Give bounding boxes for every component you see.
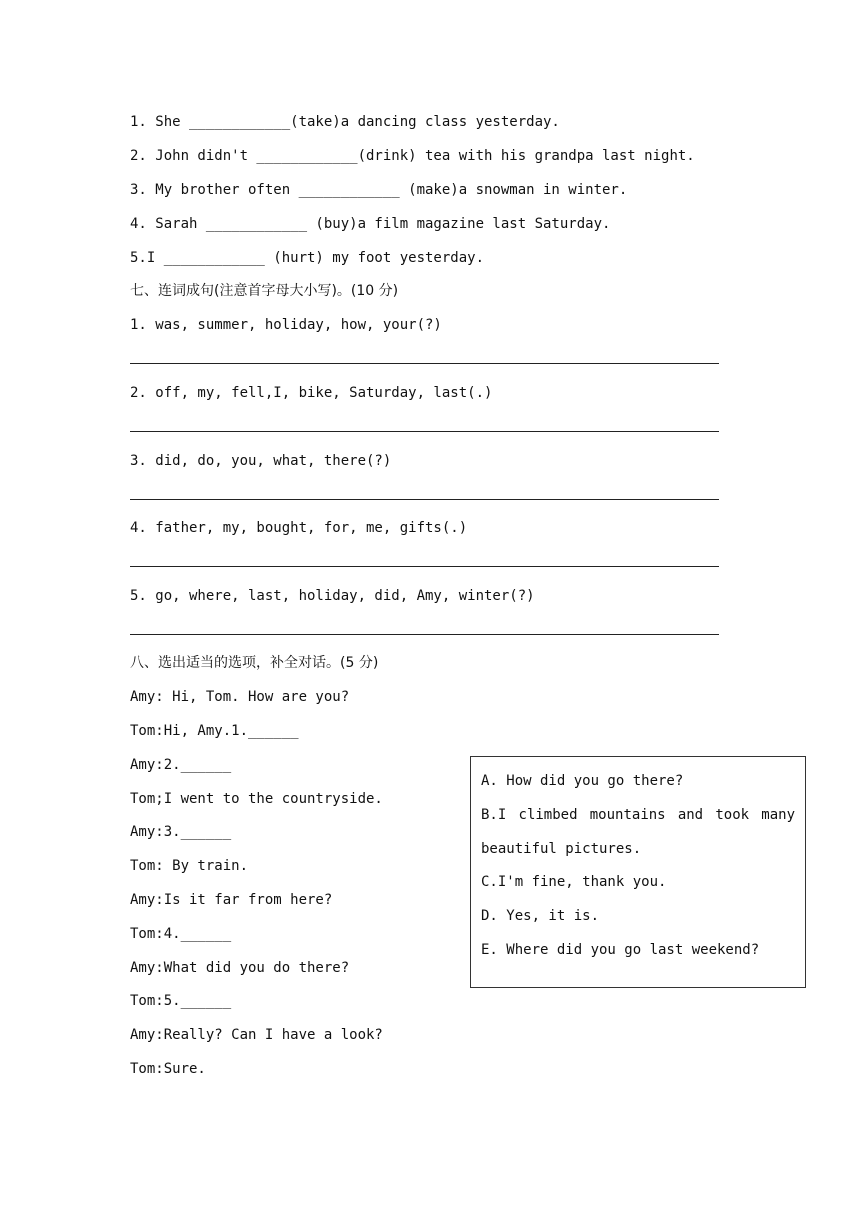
section7-title: 七、连词成句(注意首字母大小写)。(10 分)	[130, 283, 399, 299]
answer-line-4	[130, 566, 719, 567]
option-c: C.I'm fine, thank you.	[481, 874, 667, 890]
dialogue-line-12: Tom:Sure.	[130, 1061, 206, 1077]
dialogue-line-7: Amy:Is it far from here?	[130, 892, 333, 908]
option-e: E. Where did you go last weekend?	[481, 942, 760, 958]
dialogue-line-6: Tom: By train.	[130, 858, 249, 874]
section7-item-1: 1. was, summer, holiday, how, your(?)	[130, 317, 442, 333]
option-b-line2: beautiful pictures.	[481, 841, 642, 857]
dialogue-line-10: Tom:5.______	[130, 993, 232, 1009]
dialogue-line-1: Amy: Hi, Tom. How are you?	[130, 689, 350, 705]
option-b-line1	[481, 805, 795, 825]
option-b-word: took	[715, 807, 750, 823]
option-b-word: climbed	[518, 807, 578, 823]
answer-line-5	[130, 634, 719, 635]
options-box	[470, 756, 806, 988]
dialogue-line-3: Amy:2.______	[130, 757, 232, 773]
option-a: A. How did you go there?	[481, 773, 684, 789]
dialogue-line-9: Amy:What did you do there?	[130, 960, 350, 976]
section7-item-4: 4. father, my, bought, for, me, gifts(.)	[130, 520, 468, 536]
dialogue-line-2: Tom:Hi, Amy.1.______	[130, 723, 299, 739]
option-b-word: many	[761, 807, 795, 823]
dialogue-line-11: Amy:Really? Can I have a look?	[130, 1027, 383, 1043]
fill-in-item-2: 2. John didn't ____________(drink) tea with his grandpa last night.	[130, 148, 695, 164]
option-b-word: and	[677, 807, 704, 823]
fill-in-item-4: 4. Sarah ____________ (buy)a film magazine last Saturday.	[130, 216, 611, 232]
section7-item-2: 2. off, my, fell,I, bike, Saturday, last(.)	[130, 385, 493, 401]
section7-item-3: 3. did, do, you, what, there(?)	[130, 453, 392, 469]
option-d: D. Yes, it is.	[481, 908, 600, 924]
dialogue-line-4: Tom;I went to the countryside.	[130, 791, 383, 807]
dialogue-line-8: Tom:4.______	[130, 926, 232, 942]
answer-line-2	[130, 431, 719, 432]
fill-in-item-5: 5.I ____________ (hurt) my foot yesterday.	[130, 250, 485, 266]
fill-in-item-1: 1. She ____________(take)a dancing class yesterday.	[130, 114, 560, 130]
dialogue-line-5: Amy:3.______	[130, 824, 232, 840]
section8-title: 八、选出适当的选项，补全对话。(5 分)	[130, 655, 379, 671]
option-b-word: mountains	[589, 807, 666, 823]
answer-line-3	[130, 499, 719, 500]
section7-item-5: 5. go, where, last, holiday, did, Amy, winter(?)	[130, 588, 535, 604]
option-b-word: B.I	[481, 807, 507, 823]
fill-in-item-3: 3. My brother often ____________ (make)a snowman in winter.	[130, 182, 628, 198]
answer-line-1	[130, 363, 719, 364]
